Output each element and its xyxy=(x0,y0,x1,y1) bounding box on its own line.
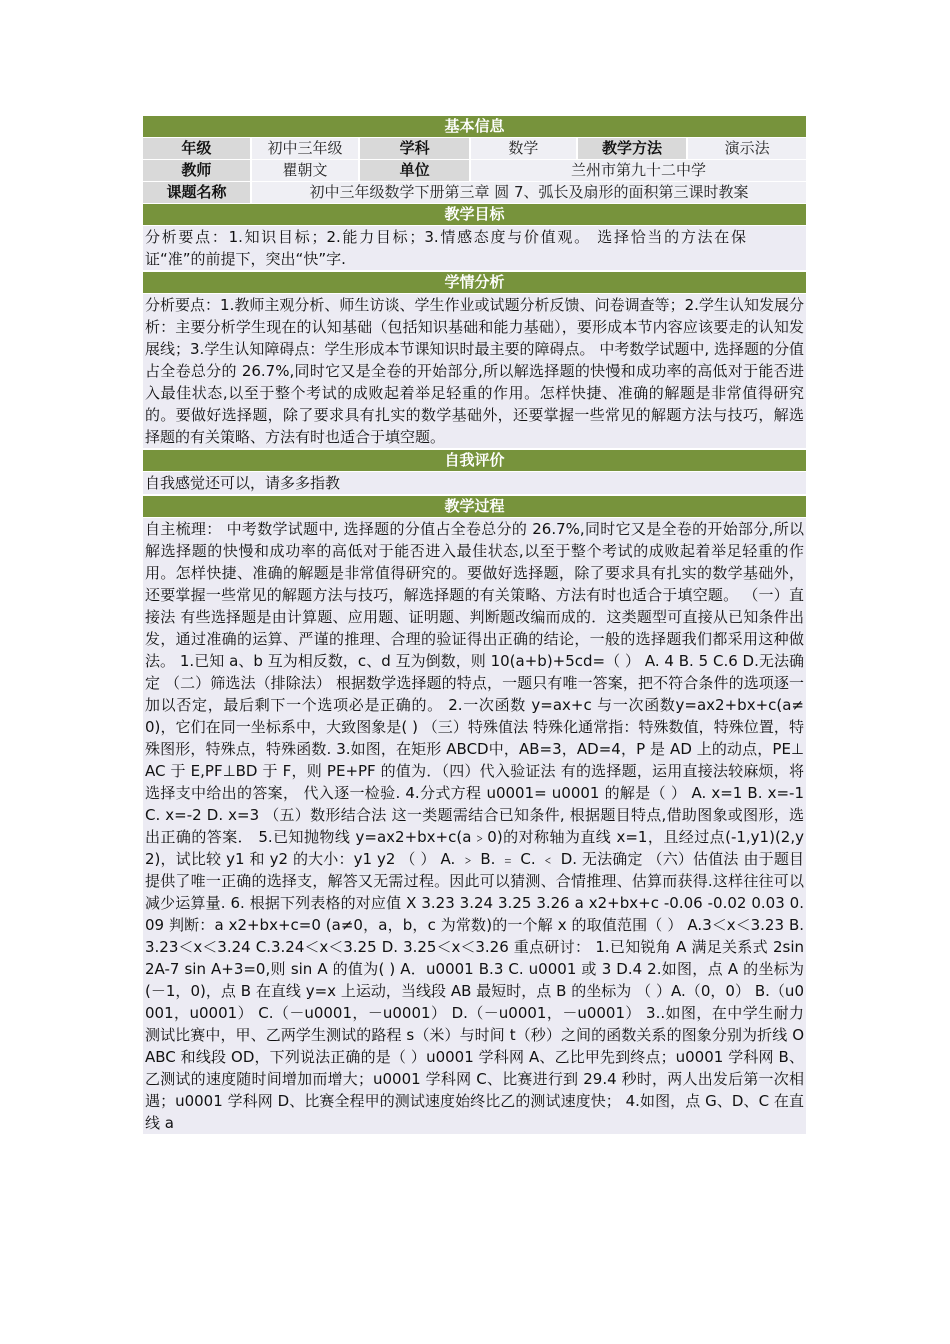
info-row-teacher xyxy=(143,160,806,181)
goals-text: 分析要点：1.知识目标；2.能力目标；3.情感态度与价值观。 选择恰当的方法在保证“准”的前提下，突出“快”字. xyxy=(143,226,806,270)
teacher-value: 瞿朝文 xyxy=(252,160,359,181)
process-text: 自主梳理： 中考数学试题中, 选择题的分值占全卷总分的 26.7%,同时它又是全卷的开始部分,所以解选择题的快慢和成功率的高低对于能否进入最佳状态,以至于整个考试的成败起着举足轻重的作用。怎样快捷、准确的解题是非常值得研究的。要做好选择题，除了要求具有扎实的数学基础外，还要掌握一些常见的解题方法与技巧，解选择题的有关策略、方法有时也适合于填空题。 （一）直接法 有些选择题是由计算题、应用题、证明题、判断题改编而成的．这类题型可直接从已知条件出发，通过准确的运算、严谨的推理、合理的验证得出正确的结论，一般的选择题我们都采用这种做法。 1.已知 a、b 互为相反数，c、d 互为倒数，则 10(a+b)+5cd=（ ） A. 4 B. 5 C.6 D.无法确定 （二）筛选法（排除法） 根据数学选择题的特点，一题只有唯一答案，把不符合条件的选项逐一加以否定，最后剩下一个选项必是正确的。 2.一次函数 y=ax+c 与一次函数y=ax2+bx+c(a≠0)，它们在同一坐标系中，大致图象是( ) （三）特殊值法 特殊化通常指：特殊数值，特殊位置，特殊图形，特殊点，特殊函数. 3.如图，在矩形 ABCD中，AB=3，AD=4，P 是 AD 上的动点，PE⊥AC 于 E,PF⊥BD 于 F，则 PE+PF 的值为．（四）代入验证法 有的选择题，运用直接法较麻烦，将选择支中给出的答案， 代入逐一检验. 4.分式方程 u0001= u0001 的解是（ ） A. x=1 B. x=-1 C. x=-2 D. x=3 （五）数形结合法 这一类题需结合已知条件, 根据题目特点,借助图象或图形，选出正确的答案． 5.已知抛物线 y=ax2+bx+c(a﹥0)的对称轴为直线 x=1，且经过点(-1,y1)(2,y2)，试比较 y1 和 y2 的大小：y1 y2 （ ） A. ﹥ B. ﹦ C. ﹤ D. 无法确定 （六）估值法 由于题目提供了唯一正确的选择支，解答又无需过程。因此可以猜测、合情推理、估算而获得.这样往往可以减少运算量. 6. 根据下列表格的对应值 X 3.23 3.24 3.25 3.26 a x2+bx+c -0.06 -0.02 0.03 0.09 判断：a x2+bx+c=0 (a≠0，a，b，c 为常数)的一个解 x 的取值范围（ ） A.3＜x＜3.23 B.3.23＜x＜3.24 C.3.24＜x＜3.25 D. 3.25＜x＜3.26 重点研讨： 1.已知锐角 A 满足关系式 2sin 2A-7 sin A+3=0,则 sin A 的值为( ) A．u0001 B.3 C. u0001 或 3 D.4 2.如图，点 A 的坐标为(－1，0)，点 B 在直线 y=x 上运动，当线段 AB 最短时，点 B 的坐标为 （ ）A.（0，0） B.（u0001，u0001） C.（－u0001，－u0001） D.（－u0001，－u0001） 3..如图，在中学生耐力测试比赛中，甲、乙两学生测试的路程 s（米）与时间 t（秒）之间的函数关系的图象分别为折线 OABC 和线段 OD，下列说法正确的是（ ）u0001 学科网 A、乙比甲先到终点；u0001 学科网 B、乙测试的速度随时间增加而增大；u0001 学科网 C、比赛进行到 29.4 秒时，两人出发后第一次相遇；u0001 学科网 D、比赛全程甲的测试速度始终比乙的测试速度快； 4.如图，点 G、D、C 在直线 a xyxy=(145,520,804,1132)
topic-label: 课题名称 xyxy=(143,182,250,203)
grade-label: 年级 xyxy=(143,138,250,159)
teacher-label: 教师 xyxy=(143,160,250,181)
section-header-analysis: 学情分析 xyxy=(143,272,806,293)
subject-label: 学科 xyxy=(360,138,469,159)
section-header-self-eval: 自我评价 xyxy=(143,450,806,471)
grade-value: 初中三年级 xyxy=(252,138,359,159)
section-header-goals: 教学目标 xyxy=(143,204,806,225)
unit-value: 兰州市第九十二中学 xyxy=(471,160,806,181)
analysis-text: 分析要点：1.教师主观分析、师生访谈、学生作业或试题分析反馈、问卷调查等；2.学生认知发展分析：主要分析学生现在的认知基础（包括知识基础和能力基础），要形成本节内容应该要走的认知发展线；3.学生认知障碍点：学生形成本节课知识时最主要的障碍点。 中考数学试题中, 选择题的分值占全卷总分的 26.7%,同时它又是全卷的开始部分,所以解选择题的快慢和成功率的高低对于能否进入最佳状态,以至于整个考试的成败起着举足轻重的作用。怎样快捷、准确的解题是非常值得研究的。要做好选择题，除了要求具有扎实的数学基础外，还要掌握一些常见的解题方法与技巧，解选择题的有关策略、方法有时也适合于填空题。 xyxy=(145,296,804,446)
info-row-grade xyxy=(143,138,806,159)
subject-value: 数学 xyxy=(471,138,576,159)
info-row-topic xyxy=(143,182,806,203)
lesson-plan-table xyxy=(143,116,806,1136)
section-header-basic-info: 基本信息 xyxy=(143,116,806,137)
method-label: 教学方法 xyxy=(578,138,687,159)
method-value: 演示法 xyxy=(688,138,806,159)
section-header-process: 教学过程 xyxy=(143,496,806,517)
self-eval-text: 自我感觉还可以，请多多指教 xyxy=(143,472,806,494)
topic-value: 初中三年级数学下册第三章 圆 7、弧长及扇形的面积第三课时教案 xyxy=(252,182,806,203)
unit-label: 单位 xyxy=(360,160,469,181)
